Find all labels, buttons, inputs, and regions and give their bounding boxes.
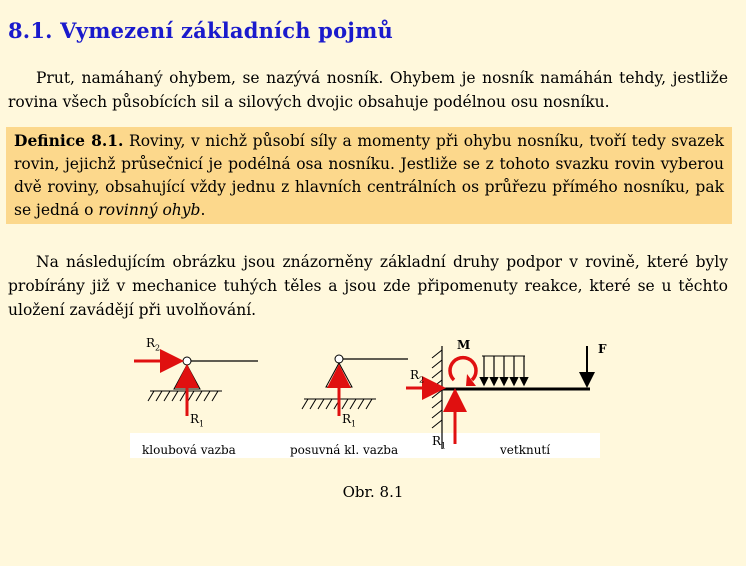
supports-figure <box>120 334 610 464</box>
figure-caption: Obr. 8.1 <box>342 483 404 501</box>
label-r2-fixed: $R_2$ <box>410 368 425 385</box>
section-heading: 8.1. Vymezení základních pojmů <box>8 18 393 43</box>
intro-paragraph <box>8 66 728 114</box>
label-r1-roller: $R_1$ <box>342 412 357 429</box>
definition-italic-term: rovinný ohyb <box>98 201 201 219</box>
roller-support <box>302 355 408 416</box>
label-r1-pin: $R_1$ <box>190 412 205 429</box>
definition-box <box>6 127 732 224</box>
definition-title: Definice 8.1. <box>14 131 124 150</box>
definition-end: . <box>200 201 206 219</box>
label-force-f: F <box>598 342 607 356</box>
definition-text: Roviny, v nichž působí síly a momenty při ohybu nosníku, tvoří tedy svazek rovin, jejichž průsečnicí je podélná osa nosníku. Jestliže se z tohoto svazku rovin vyberou dvě roviny, obsahující vždy jednu z hlavních centrálních os průřezu přímého nosníku, pak se jedná o <box>14 132 724 219</box>
caption-pin-support: kloubová vazba <box>142 443 236 457</box>
label-r1-fixed: $R_1$ <box>432 434 447 451</box>
intro-paragraph-text: Prut, namáhaný ohybem, se nazývá nosník. Ohybem je nosník namáhán tehdy, jestliže rovina všech působících sil a silových dvojic obsahuje podélnou osu nosníku. <box>8 69 728 111</box>
caption-roller-support: posuvná kl. vazba <box>290 443 399 457</box>
caption-fixed-support: vetknutí <box>500 443 551 457</box>
supports-paragraph <box>8 250 728 322</box>
pin-support <box>134 357 258 416</box>
supports-paragraph-text: Na následujícím obrázku jsou znázorněny základní druhy podpor v rovině, které byly probírány již v mechanice tuhých těles a jsou zde připomenuty reakce, které se u těchto uložení zavádějí při uvolňování. <box>8 253 728 319</box>
label-moment: M <box>457 338 471 352</box>
label-r2-pin: $R_2$ <box>146 336 161 353</box>
